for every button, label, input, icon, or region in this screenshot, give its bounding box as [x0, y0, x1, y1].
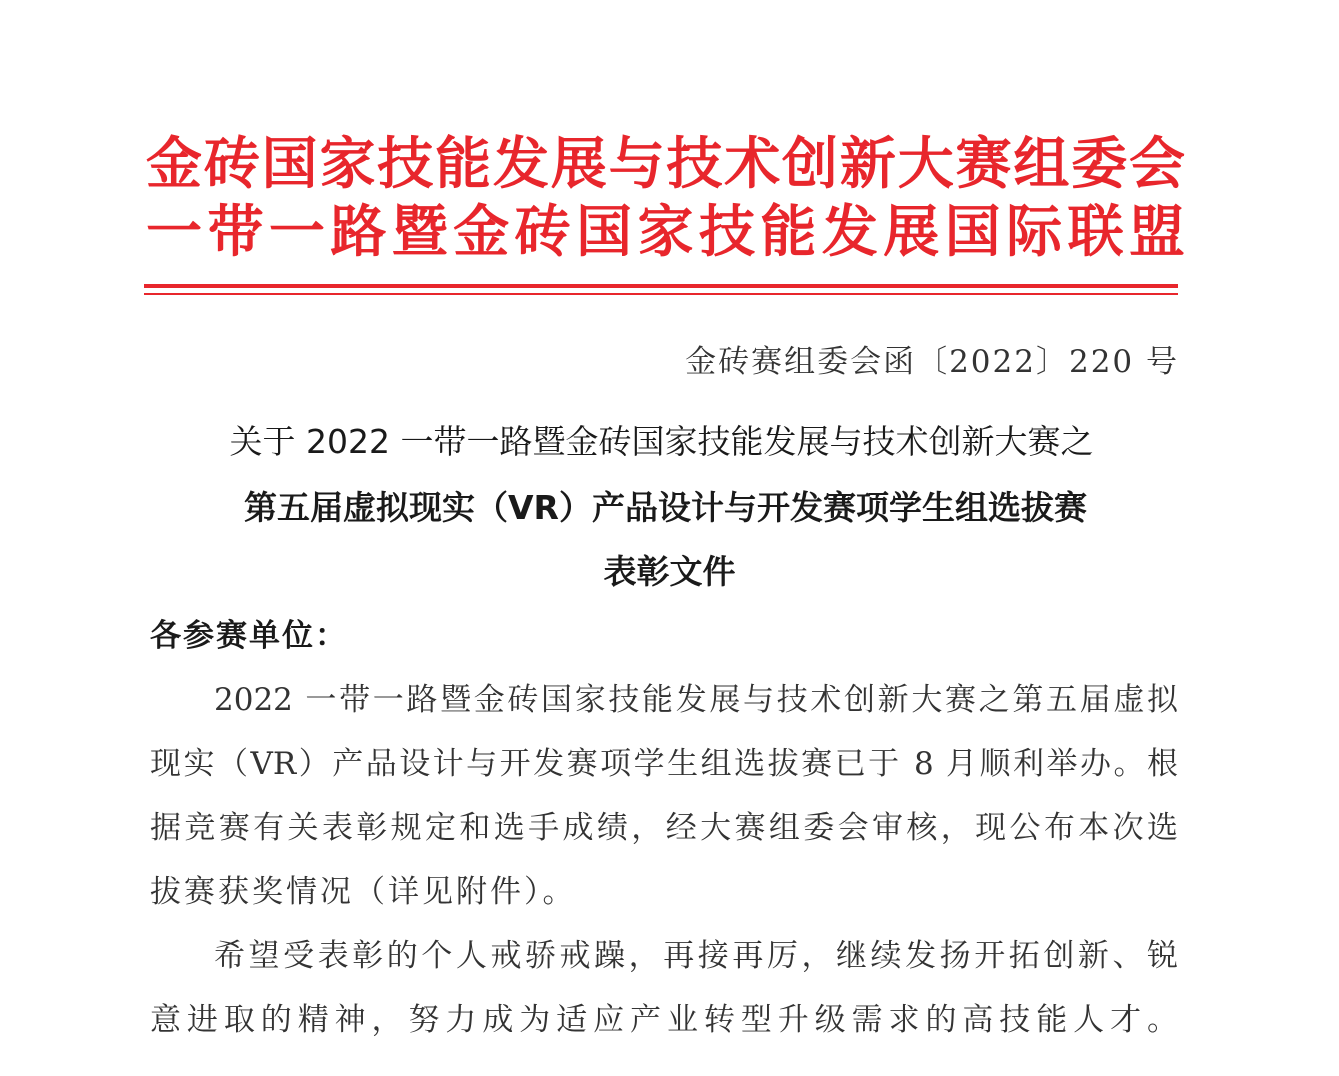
paragraph-line: 意进取的精神，努力成为适应产业转型升级需求的高技能人才。: [150, 1002, 1178, 1038]
notice-title-line-1: 关于 2022 一带一路暨金砖国家技能发展与技术创新大赛之: [229, 422, 1094, 461]
paragraph-line: 现实（VR）产品设计与开发赛项学生组选拔赛已于 8 月顺利举办。根: [150, 746, 1178, 782]
letterhead-title-line-2: 一带一路暨金砖国家技能发展国际联盟: [146, 200, 1186, 265]
notice-title-line-3: 表彰文件: [603, 552, 736, 591]
notice-title-line-2: 第五届虚拟现实（VR）产品设计与开发赛项学生组选拔赛: [244, 488, 1087, 527]
paragraph-line: 2022 一带一路暨金砖国家技能发展与技术创新大赛之第五届虚拟: [214, 682, 1178, 718]
paragraph-line: 据竞赛有关表彰规定和选手成绩，经大赛组委会审核，现公布本次选: [150, 810, 1178, 846]
letterhead-divider-thick: [144, 284, 1178, 288]
letterhead-title-line-1: 金砖国家技能发展与技术创新大赛组委会: [146, 132, 1186, 197]
paragraph-line: 希望受表彰的个人戒骄戒躁，再接再厉，继续发扬开拓创新、锐: [214, 938, 1178, 974]
salutation: 各参赛单位：: [150, 618, 348, 654]
document-number: 金砖赛组委会函〔2022〕220 号: [685, 344, 1179, 380]
letterhead-divider-thin: [144, 293, 1178, 295]
paragraph-line: 拔赛获奖情况（详见附件）。: [150, 874, 577, 910]
